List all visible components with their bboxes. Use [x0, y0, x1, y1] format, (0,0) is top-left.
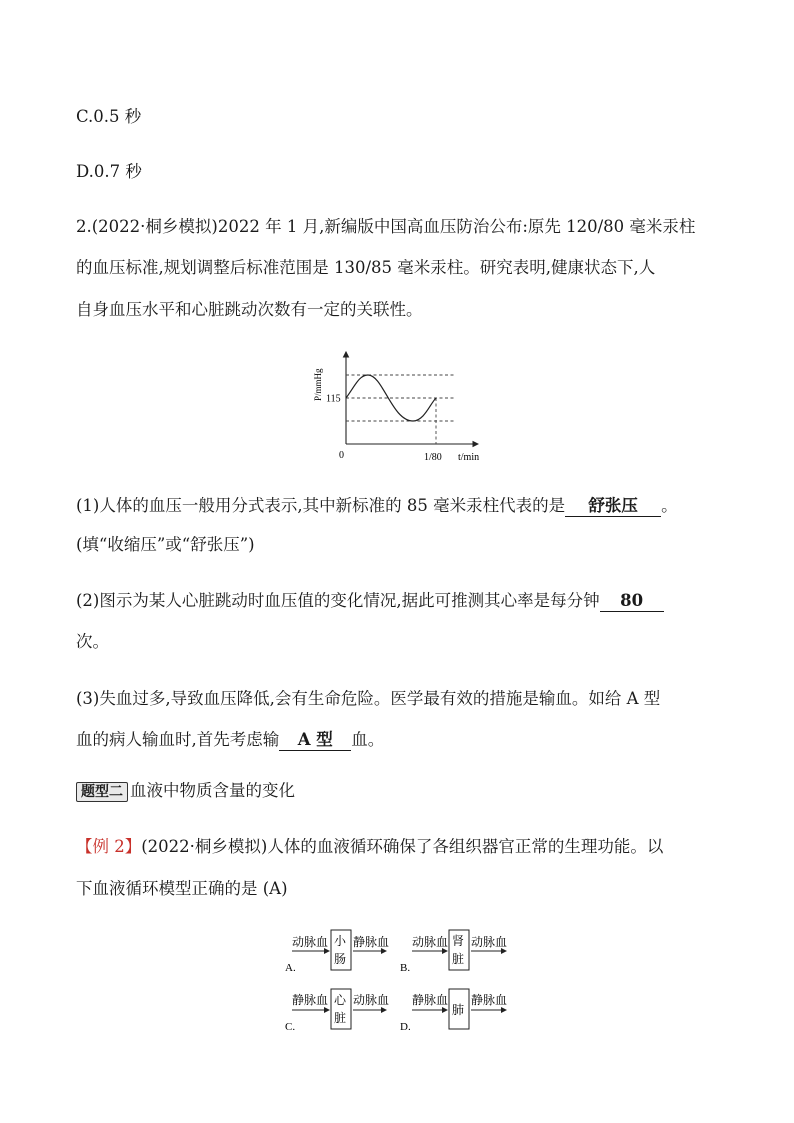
blood-pressure-graph [306, 346, 496, 464]
model-d-organ-1: 肺 [452, 1003, 465, 1017]
q2-sub1-hint: (填“收缩压”或“舒张压”) [76, 535, 255, 554]
model-b-letter: B. [400, 962, 411, 974]
model-d-input: 静脉血 [412, 993, 449, 1007]
q2-line-3: 自身血压水平和心脏跳动次数有一定的关联性。 [76, 300, 423, 319]
model-d-letter: D. [400, 1021, 411, 1033]
q2-sub2 [76, 590, 664, 612]
q2-sub3 [76, 729, 384, 751]
x-tick-label: 1/80 [424, 452, 442, 463]
section-tag: 题型二 [76, 782, 128, 802]
model-c-organ-2: 脏 [334, 1011, 347, 1025]
model-a-input: 动脉血 [292, 935, 329, 949]
section-heading [76, 780, 295, 802]
example-2-label: 【例 2】 [76, 837, 142, 856]
q2-sub3-text: 血的病人输血时,首先考虑输 [76, 730, 280, 749]
q2-sub2-end: 次。 [76, 632, 109, 651]
x-axis-label: t/min [458, 452, 480, 463]
example-2-line-1 [76, 836, 663, 858]
q2-sub1-text: (1)人体的血压一般用分式表示,其中新标准的 85 毫米汞柱代表的是 [76, 496, 566, 515]
option-d: D.0.7 秒 [76, 162, 142, 181]
model-d [400, 989, 507, 1033]
answer-blank-3: A 型 [279, 730, 351, 751]
circulation-models-diagram [276, 926, 528, 1038]
y-tick-115: 115 [326, 393, 341, 405]
y-axis-label: P/mmHg [313, 368, 323, 401]
model-c-organ-1: 心 [334, 993, 347, 1007]
q2-line-2: 的血压标准,规划调整后标准范围是 130/85 毫米汞柱。研究表明,健康状态下,人 [76, 258, 656, 277]
answer-blank-2: 80 [600, 591, 664, 612]
q2-sub2-text: (2)图示为某人心脏跳动时血压值的变化情况,据此可推测其心率是每分钟 [76, 591, 600, 610]
model-b-input: 动脉血 [412, 935, 449, 949]
example-2-line-2: 下血液循环模型正确的是 (A) [76, 879, 288, 898]
example-2-text: (2022·桐乡模拟)人体的血液循环确保了各组织器官正常的生理功能。以 [141, 837, 664, 856]
model-a-organ-2: 肠 [334, 952, 347, 966]
model-c-letter: C. [285, 1021, 296, 1033]
q2-sub3-line-1: (3)失血过多,导致血压降低,会有生命危险。医学最有效的措施是输血。如给 A 型 [76, 689, 661, 708]
q2-sub3-end: 血。 [351, 730, 385, 749]
q2-sub1 [76, 495, 678, 517]
model-b-organ-2: 脏 [452, 952, 465, 966]
model-c [285, 989, 389, 1033]
answer-blank-1: 舒张压 [565, 496, 661, 517]
option-c: C.0.5 秒 [76, 107, 142, 126]
section-title: 血液中物质含量的变化 [130, 781, 295, 800]
model-a-letter: A. [285, 962, 296, 974]
model-b-organ-1: 肾 [452, 934, 465, 948]
model-a-output: 静脉血 [353, 935, 390, 949]
origin-label: 0 [339, 450, 344, 461]
model-c-input: 静脉血 [292, 993, 329, 1007]
model-b [400, 930, 507, 974]
model-d-output: 静脉血 [471, 993, 508, 1007]
q2-sub1-end: 。 [661, 496, 678, 515]
model-a-organ-1: 小 [334, 934, 347, 948]
model-c-output: 动脉血 [353, 993, 390, 1007]
model-a [285, 930, 389, 974]
model-b-output: 动脉血 [471, 935, 508, 949]
q2-line-1: 2.(2022·桐乡模拟)2022 年 1 月,新编版中国高血压防治公布:原先 120/80 毫米汞柱 [76, 217, 696, 236]
